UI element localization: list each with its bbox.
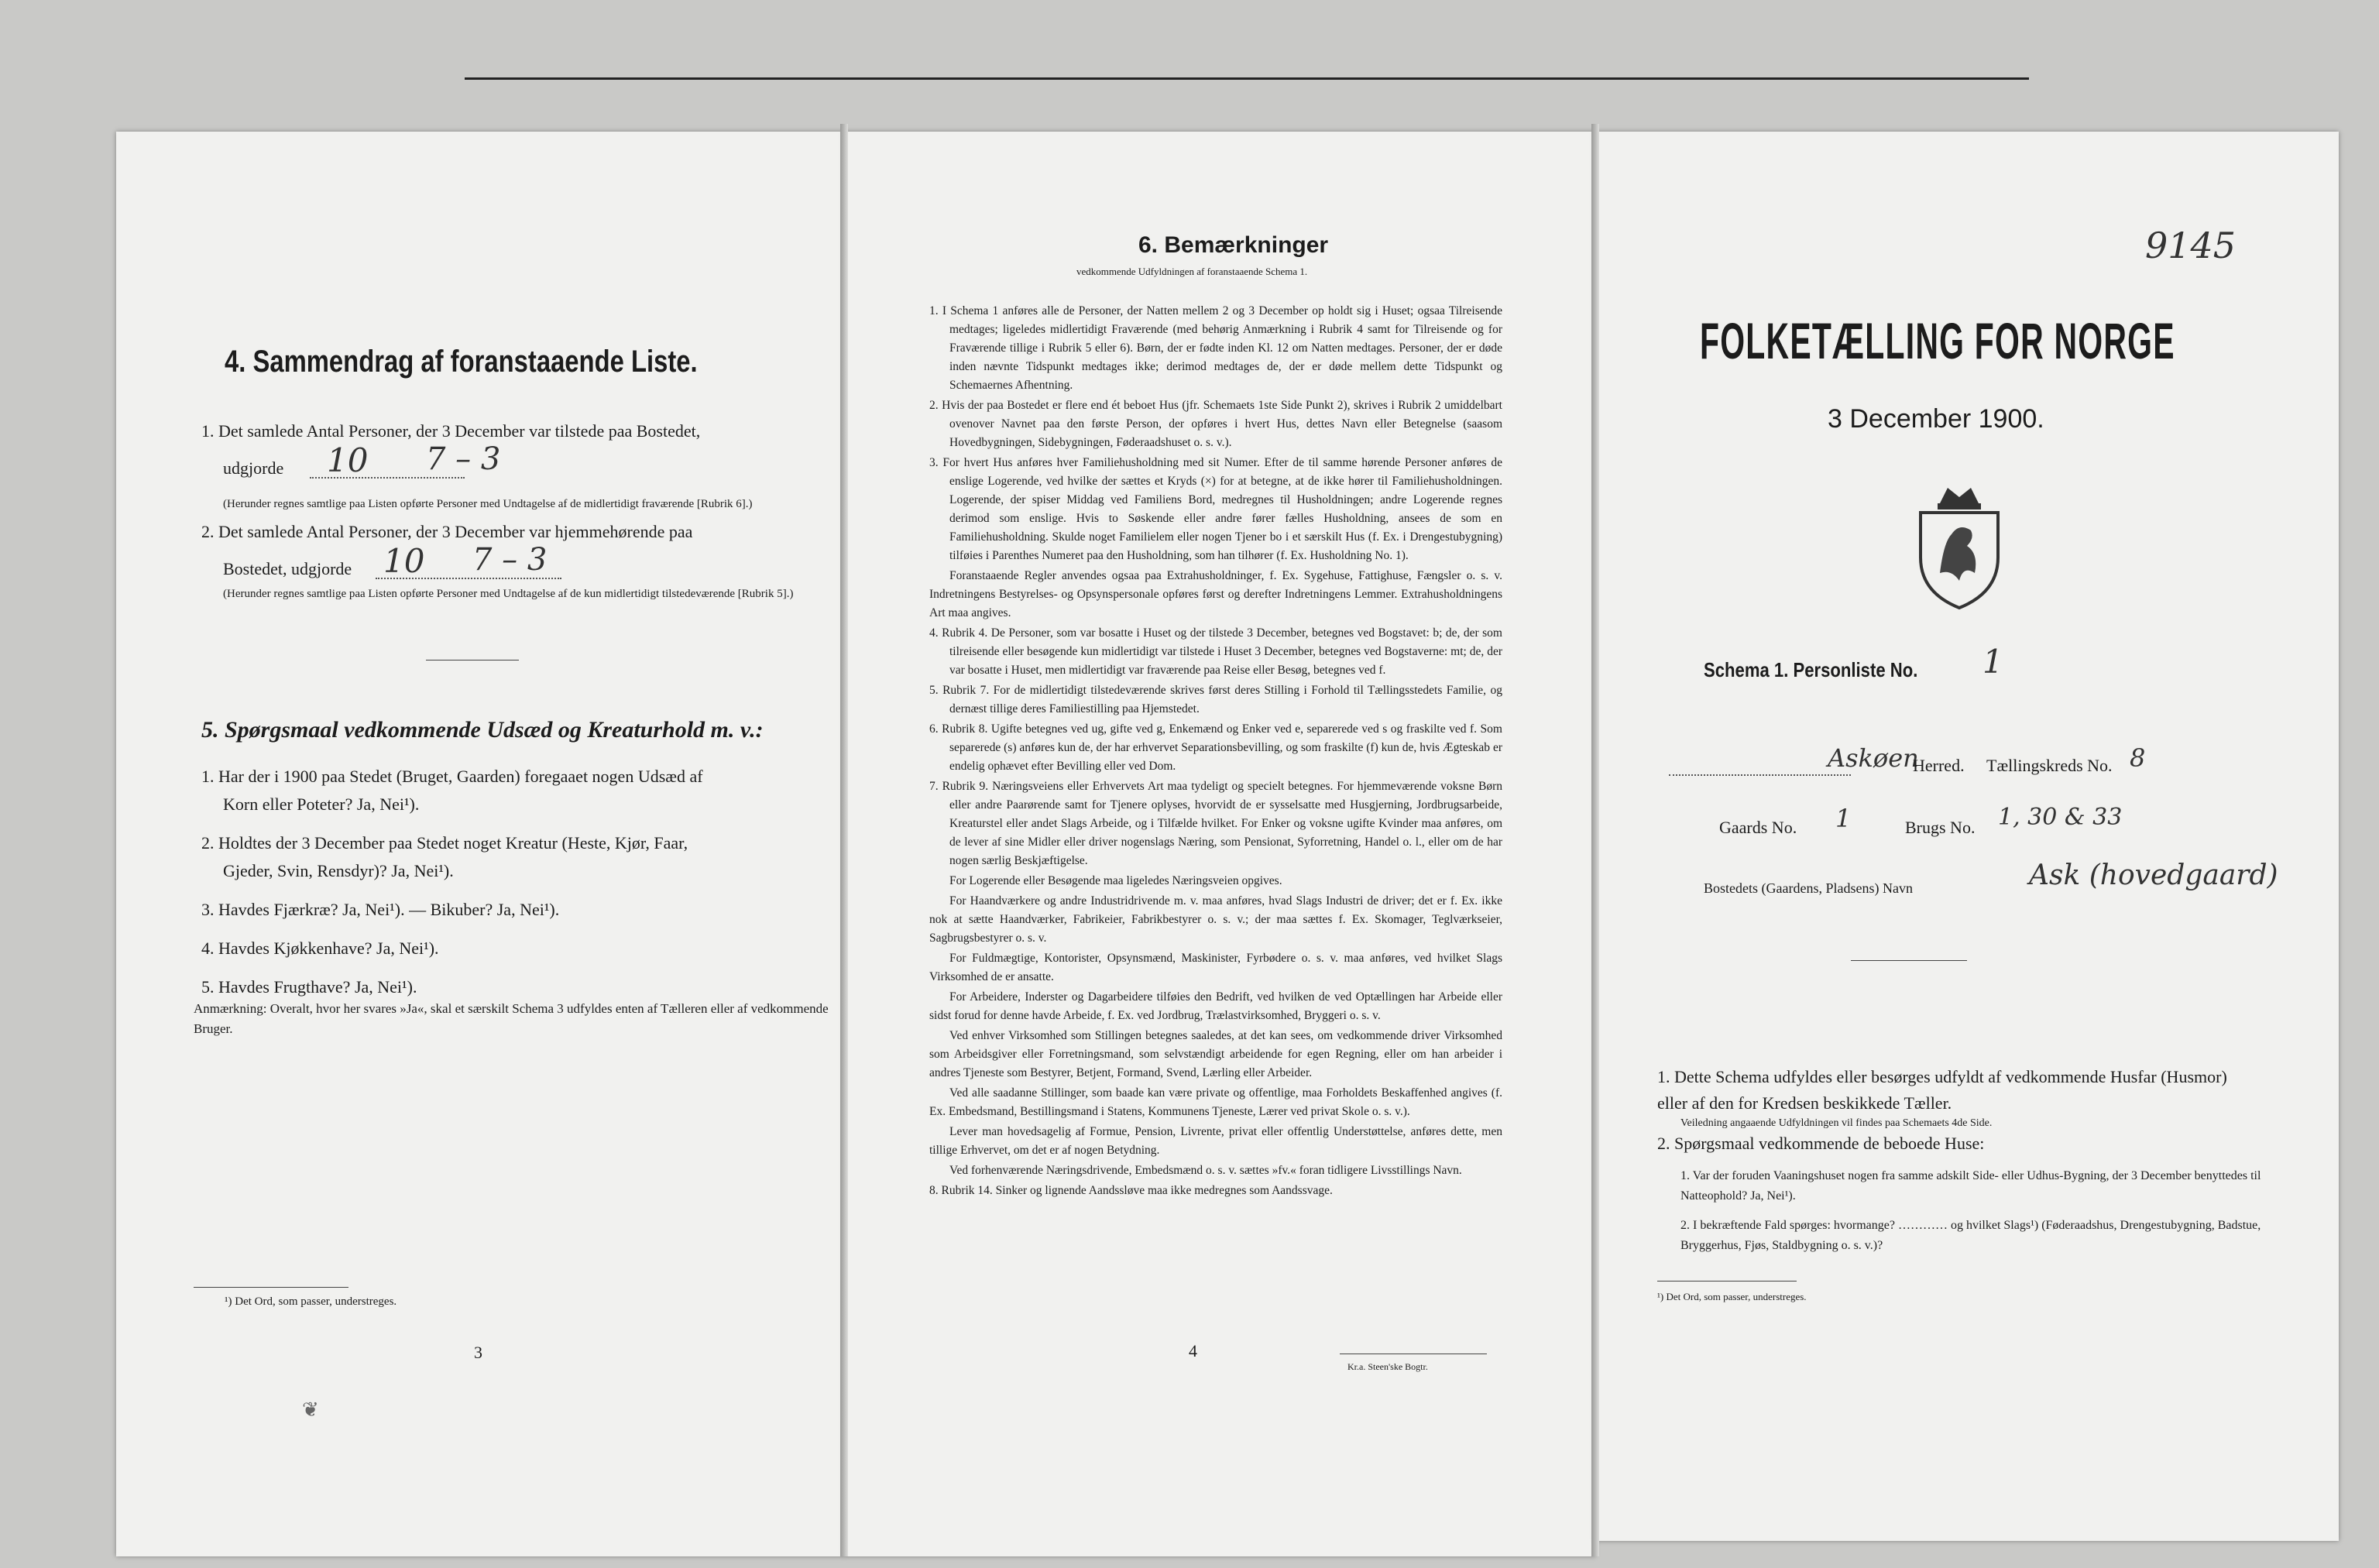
instruction-2: 2. Spørgsmaal vedkommende de beboede Huse: — [1657, 1134, 1985, 1153]
census-title: FOLKETÆLLING FOR NORGE — [1700, 312, 2175, 369]
page-4-remarks — [844, 132, 1595, 1556]
herred-value: Askøen — [1828, 743, 1919, 773]
livestock-question-a: 2. Holdtes der 3 December paa Stedet noget Kreatur (Heste, Kjør, Faar, — [201, 833, 688, 853]
remark-paragraph: Lever man hovedsagelig af Formue, Pension, Livrente, privat eller offentlig Understøttelse, anføres dette, men tillige Erhvervet, om det er af nogen Betydning. — [929, 1125, 1502, 1157]
herred-line — [1669, 774, 1851, 776]
remark-paragraph: For Logerende eller Besøgende maa ligeledes Næringsveien opgives. — [949, 874, 1282, 887]
page-fold — [840, 124, 848, 1556]
schema-label: Schema 1. Personliste No. — [1704, 658, 1918, 681]
tellingskreds-label: Tællingskreds No. — [1986, 756, 2113, 775]
livestock-question-b: Gjeder, Svin, Rensdyr)? Ja, Nei¹). — [223, 861, 454, 880]
remarks-title: 6. Bemærkninger — [1138, 232, 1329, 258]
remark-paragraph: Ved enhver Virksomhed som Stillingen betegnes saaledes, at det kan sees, om vedkommende driver Virksomhed som Arbeidsgiver eller Forretningsmand, som selvstændigt arbeidende for egen Regning, eller om han arbeider i andres Tjeneste som Bestyrer, Betjent, Formand, Svend, Lærling eller Arbeider. — [929, 1029, 1502, 1079]
gaards-value: 1 — [1835, 804, 1852, 833]
page-fold — [1591, 124, 1599, 1556]
bosted-value: Ask (hovedgaard) — [2029, 859, 2278, 891]
census-date: 3 December 1900. — [1828, 404, 2044, 434]
page-number: 4 — [1189, 1341, 1197, 1360]
annotation-note: Anmærkning: Overalt, hvor her svares »Ja«, skal et særskilt Schema 3 udfyldes enten af Tælleren eller af vedkommende Bruger. — [194, 1001, 829, 1036]
herred-label: Herred. — [1913, 756, 1965, 775]
poultry-question: 3. Havdes Fjærkræ? Ja, Nei¹). — Bikuber? Ja, Nei¹). — [201, 900, 560, 919]
resident-count: 10 — [383, 542, 425, 580]
house-question-2: 2. I bekræftende Fald spørges: hvormange? ………… og hvilket Slags¹) (Føderaadshus, Drengestubygning, Badstue, Bryggerhus, Fjøs, Staldbygning o. s. v.)? — [1680, 1219, 2261, 1252]
remark-paragraph: For Haandværkere og andre Industridrivende m. v. maa anføres, hvad Slags Industri de driver; det er f. Ex. ikke nok at sætte Haandværker, Fabrikeier, Fabrikbestyrer o. s. v.; der maa sættes f. Ex. Skomager, Teglværkseier, Sagbrugsbestyrer o. s. v. — [929, 894, 1502, 945]
page-number: 3 — [474, 1343, 482, 1362]
brugs-label: Brugs No. — [1905, 818, 1976, 837]
remark-paragraph: Ved forhenværende Næringsdrivende, Embedsmænd o. s. v. sættes »fv.« foran tidligere Livsstillings Navn. — [949, 1164, 1462, 1177]
norwegian-coat-of-arms-icon — [1905, 480, 2013, 612]
remarks-text — [929, 302, 1502, 1202]
resident-breakdown: 7 – 3 — [472, 542, 548, 578]
footnote-rule — [1657, 1281, 1797, 1282]
remark-paragraph: Ved alle saadanne Stillinger, som baade kan være private og offentlige, maa Forholdets Beskaffenhed angives (f. Ex. Embedsmand, Bestillingsmand i Statens, Kommunens Tjeneste, Lærer ved privat Skole o. s. v.). — [929, 1086, 1502, 1118]
remark-paragraph: 1. I Schema 1 anføres alle de Personer, der Natten mellem 2 og 3 December op holdt sig i Huset; ogsaa Tilreisende medtages; ligeledes midlertidigt Fraværende (med behørig Anmærkning i Rubrik 4 samt for Tilreisende og for Fraværende tillige i Rubrik 5 eller 6). Børn, der er fødte inden Kl. 12 om Natten medtages. Personer, der er døde inden nævnte Tidspunkt medtages ikke; derimod medtages de, der er døde mellem dette Tidspunkt og Schemaernes Afhentning. — [929, 304, 1502, 392]
tellingskreds-value: 8 — [2130, 743, 2146, 773]
top-edge-rule — [465, 77, 2029, 80]
instruction-1-note: Veiledning angaaende Udfyldningen vil findes paa Schemaets 4de Side. — [1680, 1117, 1993, 1129]
bosted-label: Bostedets (Gaardens, Pladsens) Navn — [1704, 880, 1913, 896]
remark-paragraph: 5. Rubrik 7. For de midlertidigt tilstedeværende skrives først deres Stilling i Forhold til Tællingsstedets Familie, og dernæst tillige deres Familiestilling paa Hjemstedet. — [929, 684, 1502, 715]
remark-paragraph: 8. Rubrik 14. Sinker og lignende Aandssløve maa ikke medregnes som Aandssvage. — [929, 1184, 1333, 1197]
remark-paragraph: Foranstaaende Regler anvendes ogsaa paa Extrahusholdninger, f. Ex. Sygehuse, Fattighuse, Fængsler o. s. v. Indretningens Bestyrelses- og Opsynspersonale opføres først og derefter Indretningens Lemmer. Extrahusholdningens Art maa angives. — [929, 569, 1502, 619]
summary-note-1: (Herunder regnes samtlige paa Listen opførte Personer med Undtagelse af de midlertidigt fraværende [Rubrik 6].) — [223, 498, 753, 510]
printer-credit: Kr.a. Steen'ske Bogtr. — [1347, 1361, 1428, 1372]
brugs-value: 1, 30 & 33 — [1998, 804, 2123, 831]
summary-question-2: 2. Det samlede Antal Personer, der 3 December var hjemmehørende paa — [201, 522, 693, 541]
summary-note-2: (Herunder regnes samtlige paa Listen opførte Personer med Undtagelse af de kun midlertidigt tilstedeværende [Rubrik 5].) — [223, 588, 794, 600]
crop-question-b: Korn eller Poteter? Ja, Nei¹). — [223, 794, 420, 814]
remark-paragraph: For Arbeidere, Inderster og Dagarbeidere tilføies den Bedrift, ved hvilken de ved Optællingen har Arbeide eller sidst forud for denne havde Arbeide, f. Ex. ved Jordbrug, Trælastvirksomhed, Bryggeri o. s. v. — [929, 990, 1502, 1022]
binding-mark: ❦ — [302, 1398, 319, 1421]
orchard-question: 5. Havdes Frugthave? Ja, Nei¹). — [201, 977, 417, 997]
section-4-title: 4. Sammendrag af foranstaaende Liste. — [225, 345, 698, 379]
house-question-1: 1. Var der foruden Vaaningshuset nogen fra samme adskilt Side- eller Udhus-Bygning, der 3 December benyttedes til Natteophold? Ja, Nei¹). — [1680, 1169, 2261, 1203]
present-count: 10 — [327, 441, 369, 479]
crop-question-a: 1. Har der i 1900 paa Stedet (Bruget, Gaarden) foregaaet nogen Udsæd af — [201, 767, 703, 786]
remark-paragraph: For Fuldmægtige, Kontorister, Opsynsmænd, Maskinister, Fyrbødere o. s. v. maa anføres, ved hvilket Slags Virksomhed de er ansatte. — [929, 952, 1502, 983]
summary-question-1: 1. Det samlede Antal Personer, der 3 December var tilstede paa Bostedet, — [201, 421, 701, 441]
remark-paragraph: 3. For hvert Hus anføres hver Familiehusholdning med sit Numer. Efter de til samme hørende Personer anføres de enslige Logerende, ved hvilke der sættes et Kryds (×) for at betegne, at de ikke hører til Familiehusholdningen. Logerende, der spiser Middag ved Familiens Bord, medregnes til Husholdningen; andre Logerende regnes derimod som enslige. Hvis to Søskende eller andre fører fælles Husholdning, ansees de som en Familiehusholdning. Skulde noget Familielem eller nogen Tjener bo i et særskilt Hus (f. Ex. i Drengestubygning) tilføies i Parenthes Numeret paa den Husholdning, som han tilhører (f. Ex. Husholdning No. 1). — [929, 456, 1502, 562]
remark-paragraph: 2. Hvis der paa Bostedet er flere end ét beboet Hus (jfr. Schemaets 1ste Side Punkt 2), skrives i Rubrik 2 umiddelbart ovenover Navnet paa den første Person, der opføres i hvert Hus, dettes Navn eller Betegnelse (saasom Hovedbygningen, Sidebygningen, Føderaadshuset o. s. v.). — [929, 399, 1502, 449]
udgjorde-label: udgjorde — [223, 458, 284, 478]
footnote-rule — [194, 1287, 348, 1288]
archive-number: 9145 — [2145, 225, 2237, 266]
remarks-subtitle: vedkommende Udfyldningen af foranstaaende Schema 1. — [1076, 266, 1308, 277]
gaards-label: Gaards No. — [1719, 818, 1797, 837]
section-5-title: 5. Spørgsmaal vedkommende Udsæd og Kreaturhold m. v.: — [201, 717, 764, 743]
page-3-summary — [116, 132, 844, 1556]
remark-paragraph: 4. Rubrik 4. De Personer, som var bosatte i Huset og der tilstede 3 December, betegnes ved Bogstavet: b; de, der som tilreisende eller besøgende kun midlertidigt var tilstede i Huset 3 December, betegnes ved Bogstaverne: mt; de, der var bosatte i Huset, men midlertidigt var fraværende paa Reise eller Besøg, betegnes ved f. — [929, 626, 1502, 677]
bostedet-label: Bostedet, udgjorde — [223, 559, 352, 578]
footnote: ¹) Det Ord, som passer, understreges. — [1657, 1291, 1807, 1302]
footnote: ¹) Det Ord, som passer, understreges. — [225, 1295, 397, 1308]
remark-paragraph: 6. Rubrik 8. Ugifte betegnes ved ug, gifte ved g, Enkemænd og Enker ved e, separerede ved s og fraskilte ved f. Som separerede (s) anføres kun de, der har erhvervet Separationsbevilling, og som fraskilte (f) kun de, hvis Ægteskab er endelig ophævet efter Bevilling eller ved Dom. — [929, 722, 1502, 773]
divider — [1851, 960, 1967, 961]
personliste-number: 1 — [1982, 643, 2003, 681]
instruction-1: 1. Dette Schema udfyldes eller besørges udfyldt af vedkommende Husfar (Husmor) eller af den for Kredsen beskikkede Tæller. — [1657, 1067, 2227, 1113]
present-breakdown: 7 – 3 — [426, 441, 501, 477]
kitchen-garden-question: 4. Havdes Kjøkkenhave? Ja, Nei¹). — [201, 938, 439, 958]
page-1-cover — [1595, 132, 2339, 1541]
remark-paragraph: 7. Rubrik 9. Næringsveiens eller Erhvervets Art maa tydeligt og specielt betegnes. For hjemmeværende voksne Børn eller andre Paarørende samt for Tjenere oplyses, hvorvidt de er sysselsatte med Husgjerning, Jordbrugsarbeide, Kreaturstel eller andet Slags Arbeide, og i Tilfælde hvilket. For Enker og voksne ugifte Kvinder maa anføres, om de lever af sine Midler eller driver nogenslags Næring, som Pensionat, Syforretning, Handel o. l., eller om de har nogen særlig Beskjæftigelse. — [929, 780, 1502, 867]
